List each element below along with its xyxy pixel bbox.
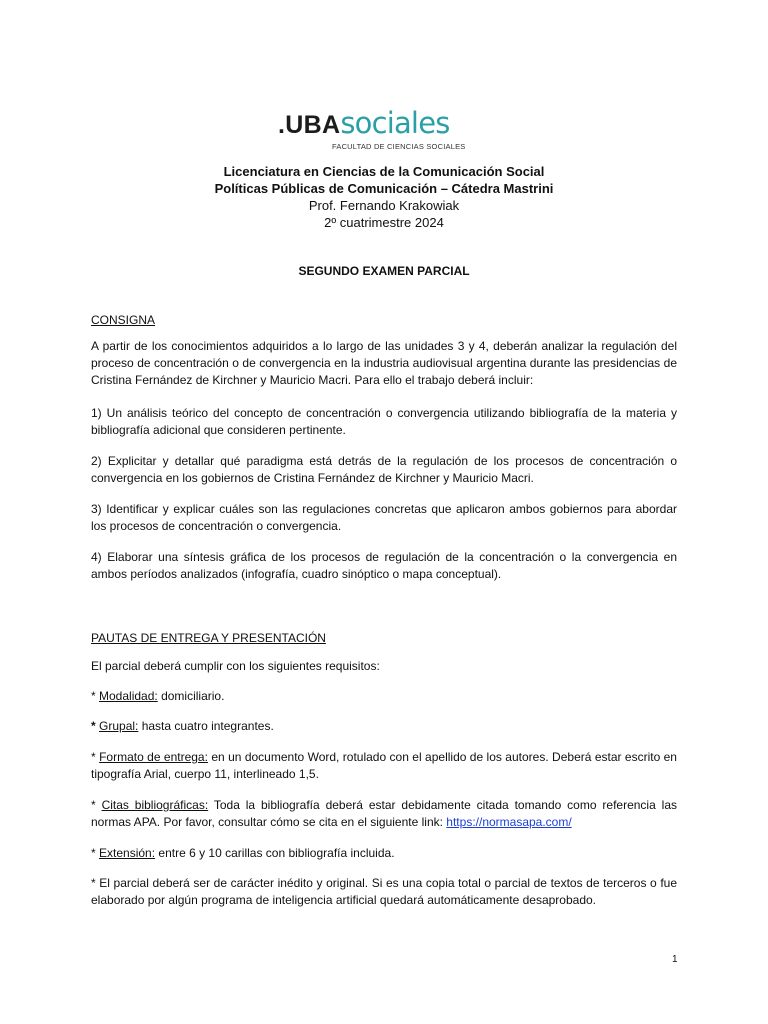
uba-sociales-logo <box>278 106 518 154</box>
logo-uba-text: .UBA <box>278 111 341 139</box>
pautas-intro: El parcial deberá cumplir con los siguientes requisitos: <box>91 659 380 673</box>
citas-text: Toda la bibliografía deberá estar debidamente citada tomando como referencia las normas APA. Por favor, consultar cómo se cita en el siguiente link: <box>91 798 677 829</box>
term: 2º cuatrimestre 2024 <box>324 215 444 230</box>
logo-sociales-text: sociales <box>340 106 450 140</box>
logo-wordmark <box>278 106 450 146</box>
page-number: 1 <box>672 954 678 965</box>
consigna-item-1: 1) Un análisis teórico del concepto de concentración o convergencia utilizando bibliografía de la materia y bibliografía adicional que consideren pertinente. <box>91 406 677 437</box>
grupal-label: Grupal: <box>99 719 139 733</box>
formato-text: en un documento Word, rotulado con el apellido de los autores. Deberá estar escrito en tipografía Arial, cuerpo 11, interlineado 1,5. <box>91 750 677 781</box>
bullet: * <box>91 846 96 860</box>
requirement-citas <box>91 797 677 831</box>
exam-title: SEGUNDO EXAMEN PARCIAL <box>298 264 470 278</box>
extension-text: entre 6 y 10 carillas con bibliografía incluida. <box>155 846 395 860</box>
logo-subtitle: FACULTAD DE CIENCIAS SOCIALES <box>332 142 466 151</box>
consigna-intro: A partir de los conocimientos adquiridos a lo largo de las unidades 3 y 4, deberán analizar la regulación del proceso de concentración o de convergencia en la industria audiovisual argentina durante las presidencias de Cristina Fernández de Kirchner y Mauricio Macri. Para ello el trabajo deberá incluir: <box>91 339 677 387</box>
course-name: Políticas Públicas de Comunicación – Cátedra Mastrini <box>214 181 554 196</box>
normas-apa-link[interactable]: https://normasapa.com/ <box>446 815 572 829</box>
consigna-heading: CONSIGNA <box>91 313 156 327</box>
modalidad-label: Modalidad: <box>99 689 158 703</box>
requirement-inedito: * El parcial deberá ser de carácter inédito y original. Si es una copia total o parcial de textos de terceros o fue elaborado por algún programa de inteligencia artificial quedará automáticamente desaprobado. <box>91 876 677 907</box>
career-name: Licenciatura en Ciencias de la Comunicación Social <box>223 164 545 179</box>
bullet: * <box>91 798 96 812</box>
requirement-modalidad <box>91 688 677 705</box>
formato-label: Formato de entrega: <box>99 750 208 764</box>
citas-label: Citas bibliográficas: <box>101 798 209 812</box>
consigna-item-2: 2) Explicitar y detallar qué paradigma está detrás de la regulación de los procesos de concentración o convergencia en los gobiernos de Cristina Fernández de Kirchner y Mauricio Macri. <box>91 454 677 485</box>
extension-label: Extensión: <box>99 846 156 860</box>
grupal-text: hasta cuatro integrantes. <box>138 719 274 733</box>
document-header <box>0 163 768 231</box>
bullet: * <box>91 719 96 733</box>
professor-name: Prof. Fernando Krakowiak <box>308 198 460 213</box>
requirement-formato <box>91 749 677 783</box>
consigna-item-3: 3) Identificar y explicar cuáles son las regulaciones concretas que aplicaron ambos gobiernos para abordar los procesos de concentración o convergencia. <box>91 502 677 533</box>
bullet: * <box>91 689 96 703</box>
modalidad-text: domiciliario. <box>157 689 225 703</box>
pautas-heading: PAUTAS DE ENTREGA Y PRESENTACIÓN <box>91 631 326 645</box>
bullet: * <box>91 750 96 764</box>
requirement-grupal <box>91 718 677 735</box>
requirement-extension <box>91 845 677 862</box>
consigna-item-4: 4) Elaborar una síntesis gráfica de los procesos de regulación de la concentración o la convergencia en ambos períodos analizados (infografía, cuadro sinóptico o mapa conceptual). <box>91 550 677 581</box>
